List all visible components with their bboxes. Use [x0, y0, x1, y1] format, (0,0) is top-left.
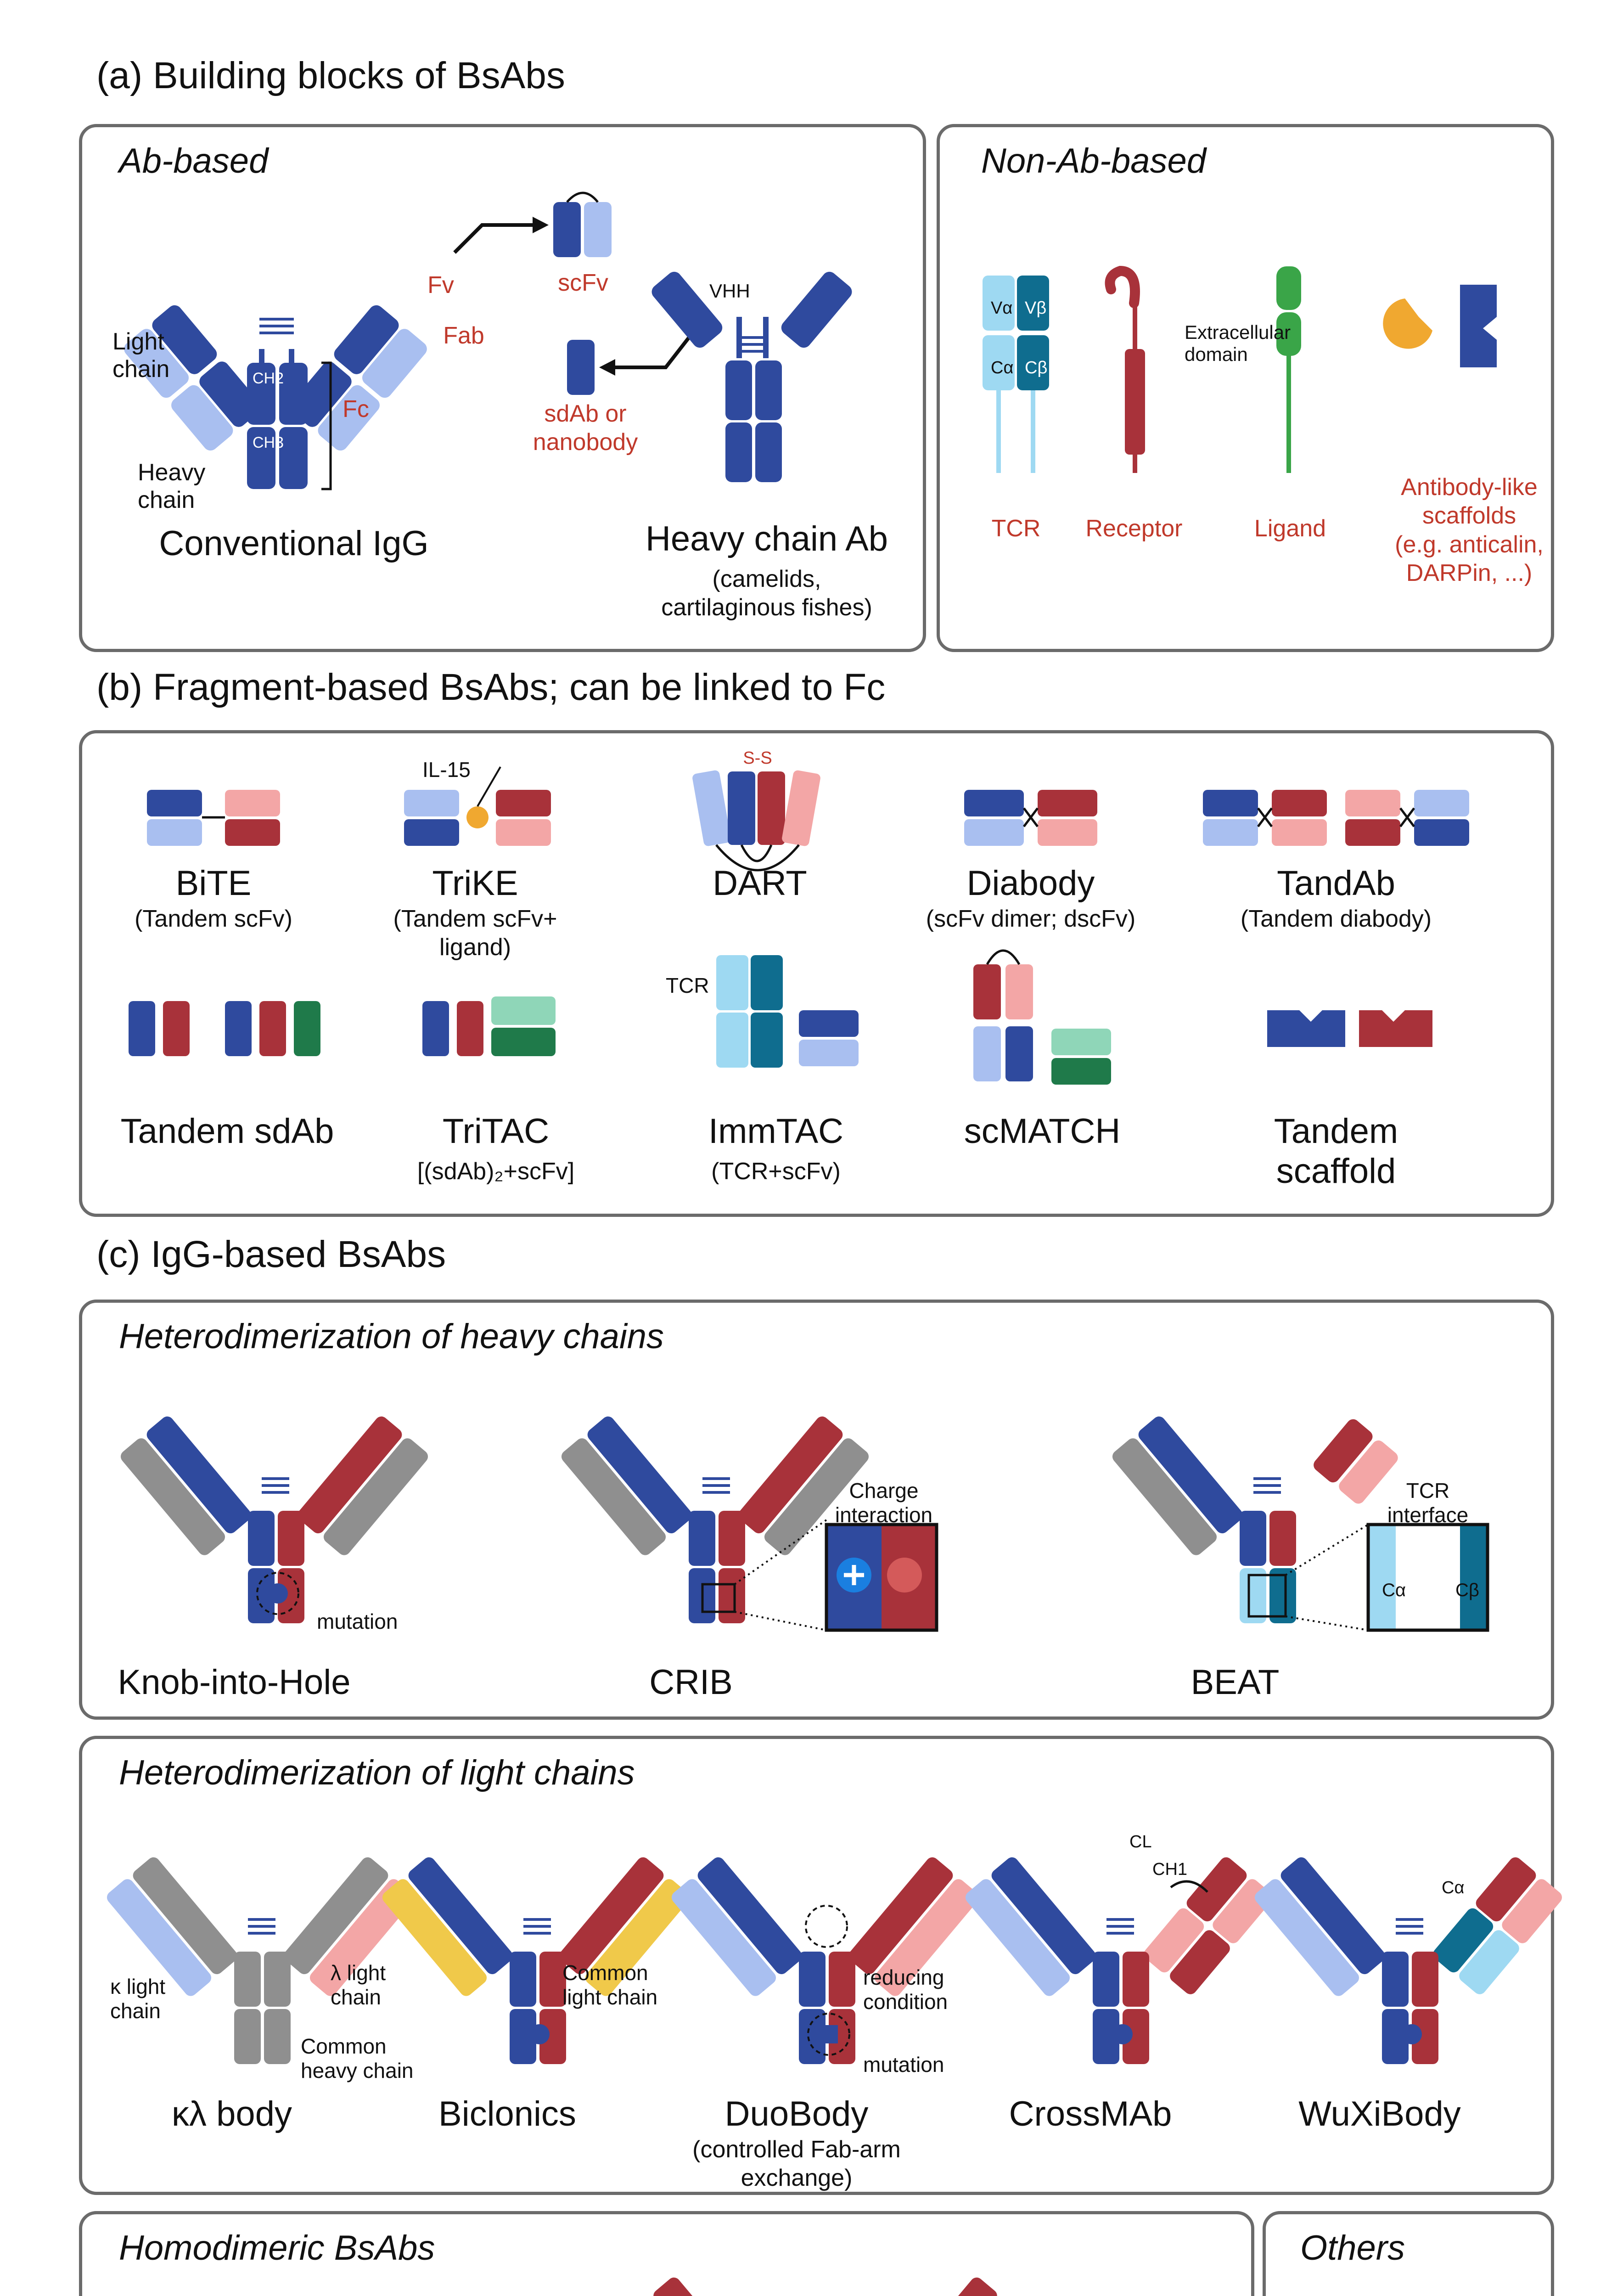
beat-cb-label: Cβ [1455, 1580, 1479, 1600]
tandab-label: TandAb [1277, 864, 1395, 903]
biclonics-label: Biclonics [438, 2094, 576, 2133]
tandem-sdab-label: Tandem sdAb [120, 1112, 334, 1151]
common-light-label: Common light chain [562, 1961, 658, 2009]
non-ab-based-title: Non-Ab-based [981, 141, 1207, 180]
kl-body-label: κλ body [172, 2094, 292, 2133]
reducing-label: reducing condition [863, 1965, 948, 2014]
crossmab-label: CrossMAb [1009, 2094, 1172, 2133]
beat-ca-label: Cα [1382, 1580, 1406, 1600]
ch2-label: CH2 [253, 370, 284, 387]
tandab-sub: (Tandem diabody) [1240, 906, 1432, 932]
tritac-label: TriTAC [442, 1112, 550, 1151]
crib-label: CRIB [649, 1663, 733, 1702]
diabody-label: Diabody [966, 864, 1095, 903]
scfv-label: scFv [558, 270, 608, 296]
extracellular-label: Extracellular domain [1185, 321, 1291, 366]
ss-label: S-S [743, 748, 772, 768]
tritac-sub: [(sdAb)₂+scFv] [417, 1158, 575, 1185]
immtac-label: ImmTAC [708, 1112, 844, 1151]
heavy-chain-diagrams [92, 1373, 1543, 1630]
bite-label: BiTE [175, 864, 252, 903]
heavy-chain-ab-diagram [661, 239, 854, 487]
tcr-receptor-ligand-scaffolds [964, 257, 1543, 496]
tcr-interface-label: TCR interface [1387, 1479, 1469, 1527]
vl-label: VL [181, 253, 203, 272]
il15-label: IL-15 [422, 758, 471, 782]
light-chain-title: Heterodimerization of light chains [119, 1753, 635, 1792]
fv-label: Fv [427, 272, 454, 298]
immtac-sub: (TCR+scFv) [711, 1158, 841, 1185]
heavy-chain-label: Heavy chain [138, 459, 206, 513]
wuxibody-label: WuXiBody [1298, 2094, 1461, 2133]
tandem-scaffold-label: Tandem scaffold [1274, 1112, 1398, 1191]
tcr-label: TCR [991, 515, 1041, 542]
wuxi-cb-label: Cβ [1410, 1855, 1432, 1874]
fab-label: Fab [443, 322, 484, 349]
others-title: Others [1300, 2228, 1405, 2268]
conventional-igg-label: Conventional IgG [159, 524, 429, 563]
heavy-chain-ab-label: Heavy chain Ab [645, 519, 888, 558]
ch3-label: CH3 [253, 434, 284, 451]
wuxi-ca-label: Cα [1442, 1878, 1465, 1897]
duobody-mutation-label: mutation [863, 2053, 944, 2077]
heavy-chain-title: Heterodimerization of heavy chains [119, 1317, 664, 1356]
cl-label: CL [209, 298, 231, 318]
homodimeric-diagrams [92, 2287, 1543, 2296]
kih-mutation-label: mutation [317, 1609, 398, 1633]
homodimeric-title: Homodimeric BsAbs [119, 2228, 435, 2268]
tcr-ca-label: Cα [991, 358, 1014, 377]
duobody-label: DuoBody [724, 2094, 869, 2133]
trike-label: TriKE [432, 864, 518, 903]
tcr-vb-label: Vβ [1025, 298, 1047, 318]
others-panel [1263, 2211, 1554, 2296]
kih-label: Knob-into-Hole [118, 1663, 351, 1702]
section-b-heading: (b) Fragment-based BsAbs; can be linked to Fc [96, 666, 886, 708]
common-heavy-label: Common heavy chain [301, 2034, 414, 2082]
crossmab-ch1-label: CH1 [1152, 1860, 1188, 1879]
tcr-va-label: Vα [991, 298, 1013, 318]
ch1-label: CH1 [234, 278, 266, 295]
scaffolds-label: Antibody-like scaffolds (e.g. anticalin, DARPin, ...) [1395, 474, 1544, 587]
section-c-heading: (c) IgG-based BsAbs [96, 1233, 446, 1275]
vhh-label: VHH [709, 280, 750, 302]
beat-label: BEAT [1191, 1663, 1280, 1702]
sdab-label: sdAb or nanobody [533, 400, 638, 456]
tcr-cb-label: Cβ [1025, 358, 1048, 377]
fc-label: Fc [343, 396, 369, 422]
immtac-tcr-label: TCR [666, 974, 709, 997]
light-chain-label: Light chain [112, 328, 170, 383]
vh-label: VH [209, 230, 233, 249]
diabody-sub: (scFv dimer; dscFv) [926, 906, 1136, 932]
section-a-heading: (a) Building blocks of BsAbs [96, 55, 565, 96]
heavy-chain-ab-sub: (camelids, cartilaginous fishes) [661, 566, 872, 621]
charge-interaction-label: Charge interaction [835, 1479, 933, 1527]
kappa-label: κ light chain [110, 1975, 166, 2023]
lambda-label: λ light chain [331, 1961, 386, 2009]
crossmab-cl-label: CL [1129, 1832, 1152, 1851]
trike-sub: (Tandem scFv+ ligand) [393, 906, 557, 961]
bite-sub: (Tandem scFv) [135, 906, 292, 932]
ligand-label: Ligand [1254, 515, 1326, 542]
scmatch-label: scMATCH [964, 1112, 1121, 1151]
receptor-label: Receptor [1085, 515, 1183, 542]
dart-label: DART [713, 864, 807, 903]
ab-based-title: Ab-based [119, 141, 269, 180]
duobody-sub: (controlled Fab-arm exchange) [692, 2136, 901, 2192]
